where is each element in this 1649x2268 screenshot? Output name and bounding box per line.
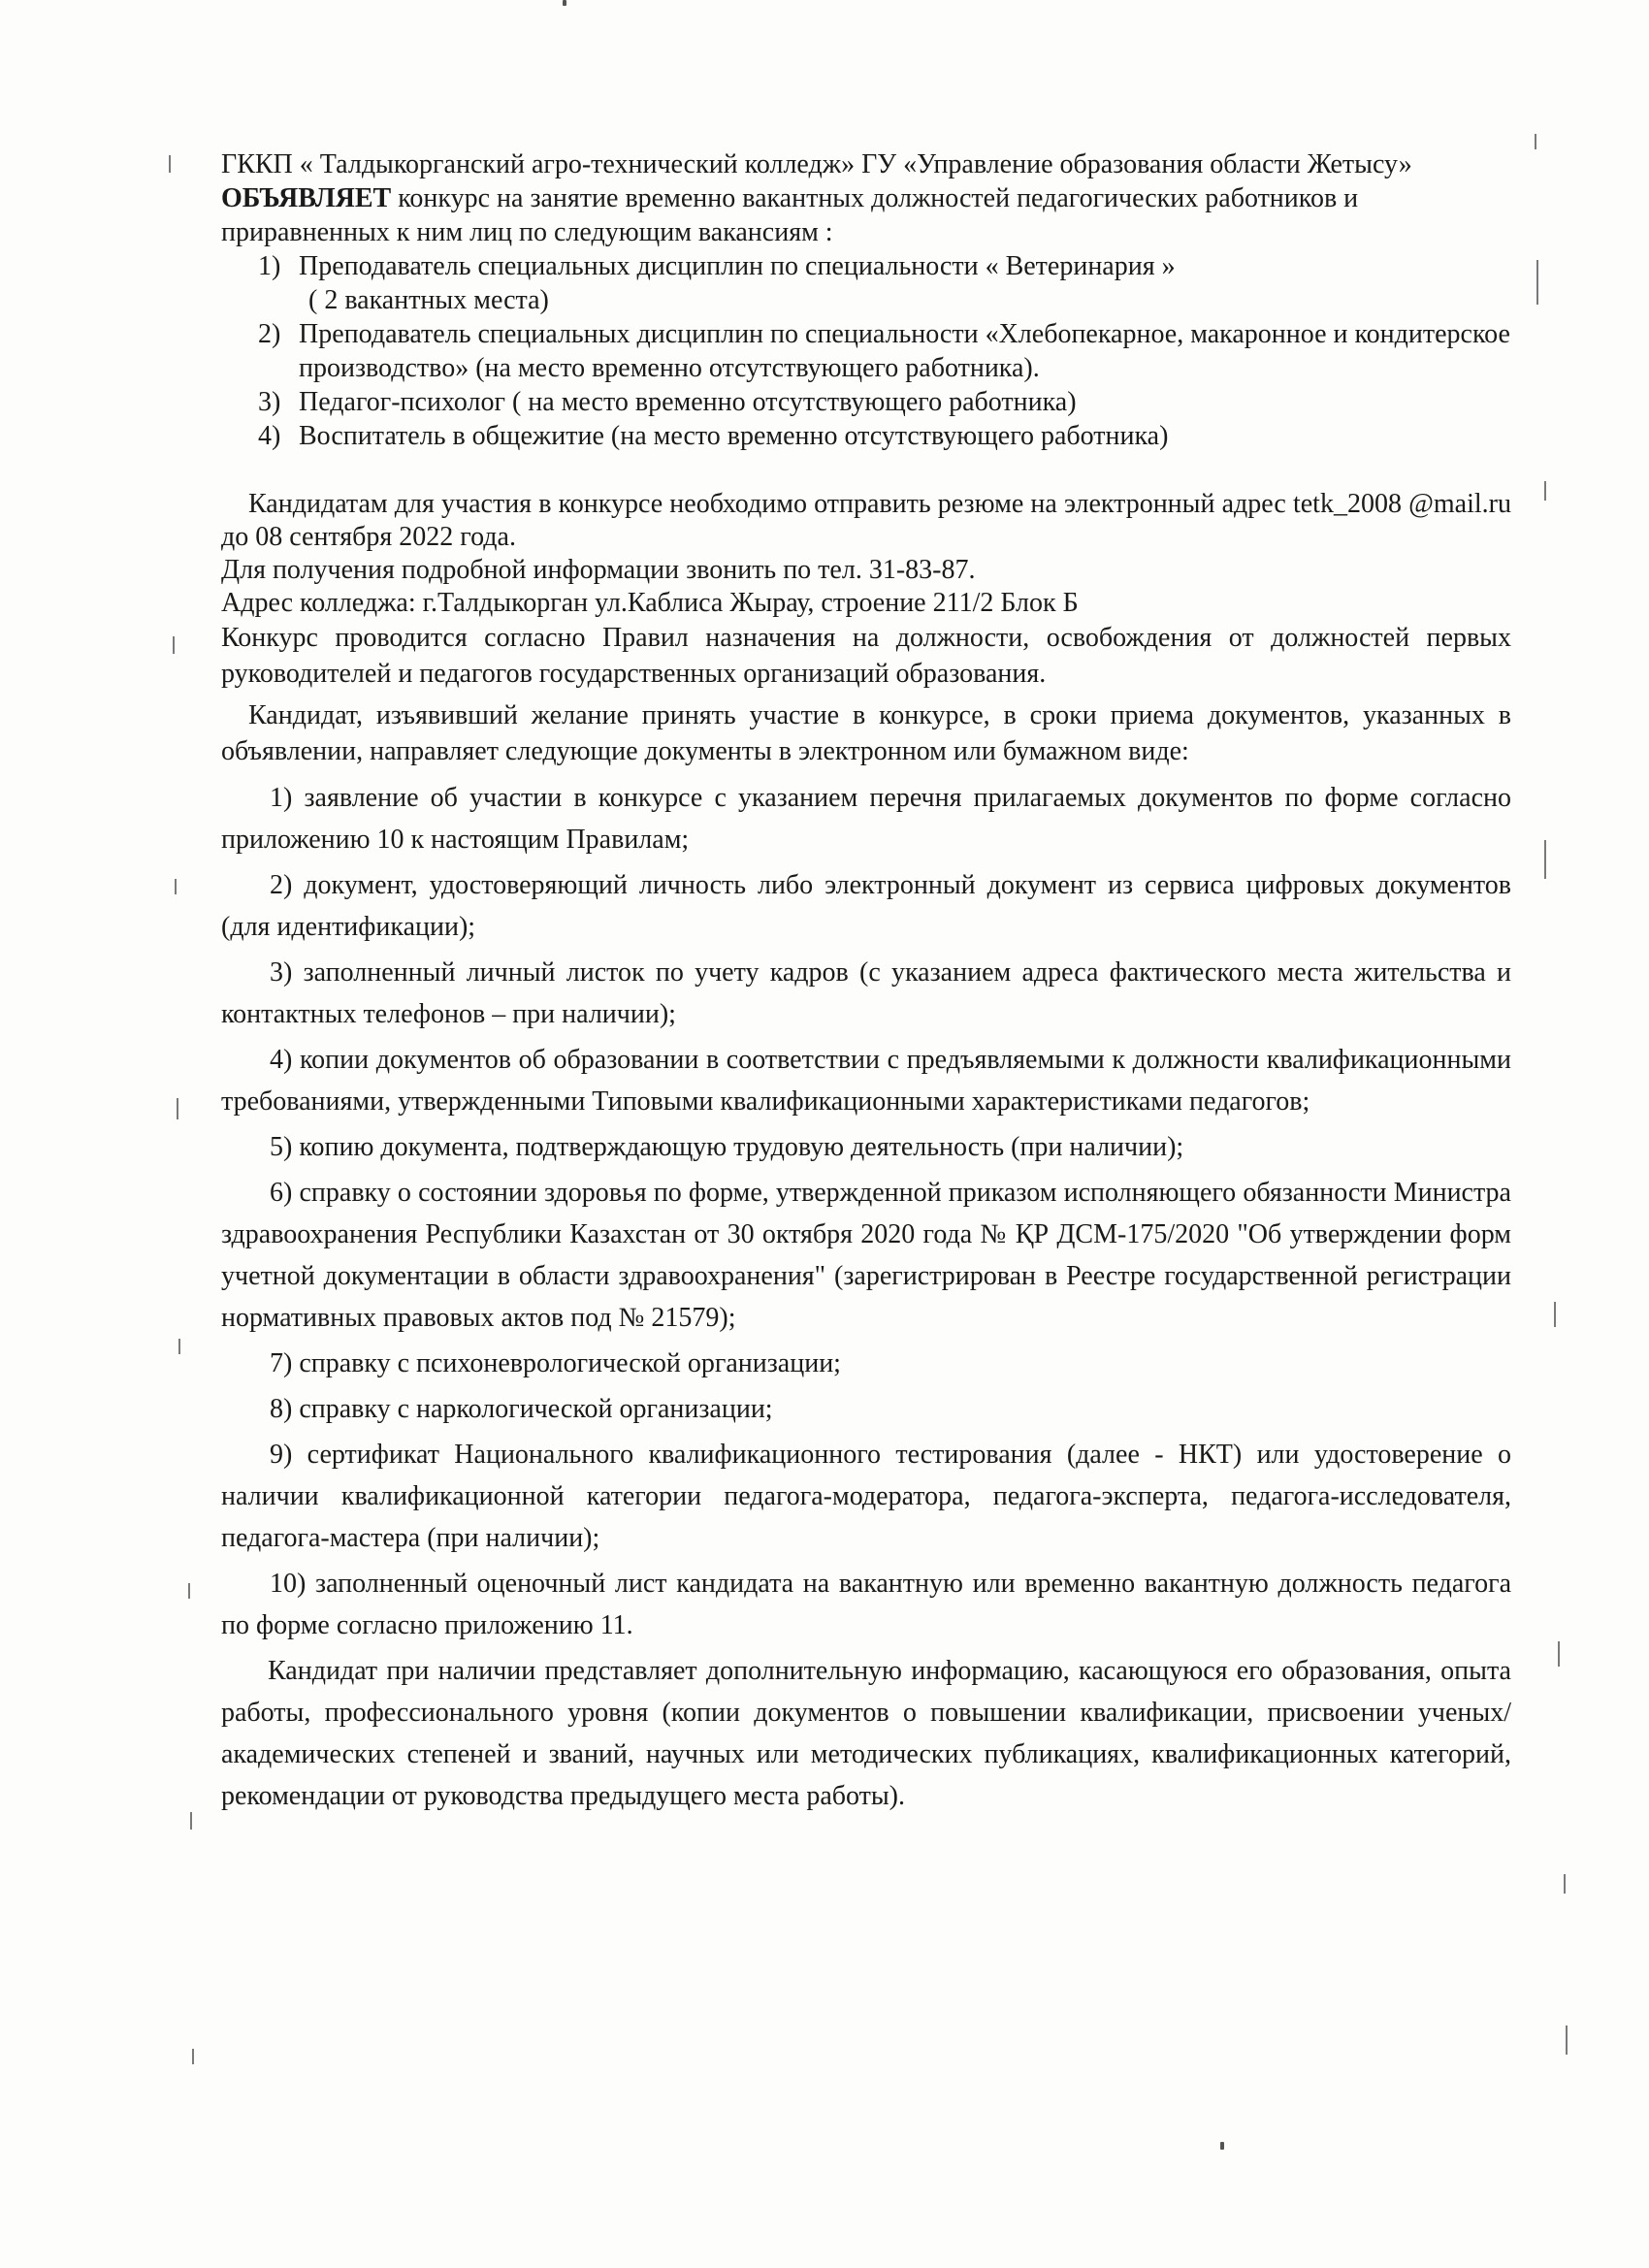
scan-dot	[1220, 2142, 1224, 2150]
vacancy-note: ( 2 вакантных места)	[308, 285, 549, 315]
vacancy-number: 2)	[258, 319, 281, 349]
scan-mark	[1566, 2025, 1568, 2055]
vacancy-item	[258, 249, 1511, 317]
document-body	[221, 147, 1511, 1817]
vacancy-text: Преподаватель специальных дисциплин по специальности «Хлебопекарное, макаронное и кондитерское производство» (на место временно отсутствующего работника).	[299, 319, 1510, 383]
vacancy-text: Воспитатель в общежитие (на место временно отсутствующего работника)	[299, 421, 1169, 451]
document-item: 6) справку о состоянии здоровья по форме, утвержденной приказом исполняющего обязанности Министра здравоохранения Республики Казахстан от 30 октября 2020 года № ҚР ДСМ-175/2020 "Об утверждении форм учетной документации в области здравоохранения" (зарегистрирован в Реестре государственной регистрации нормативных правовых актов под № 21579);	[221, 1178, 1511, 1333]
rules-paragraph: Конкурс проводится согласно Правил назначения на должности, освобождения от должностей первых руководителей и педагогов государственных организаций образования.	[221, 623, 1511, 689]
final-paragraph: Кандидат при наличии представляет дополнительную информацию, касающуюся его образования, опыта работы, профессионального уровня (копии документов о повышении квалификации, присвоении ученых/академических степеней и званий, научных или методических публикациях, квалификационных категорий, рекомендации от руководства предыдущего места работы).	[221, 1656, 1511, 1811]
intro-paragraph	[221, 147, 1511, 249]
scan-mark	[1544, 481, 1546, 501]
scan-mark	[175, 879, 177, 894]
document-item: 1) заявление об участии в конкурсе с указанием перечня прилагаемых документов по форме согласно приложению 10 к настоящим Правилам;	[221, 783, 1511, 855]
vacancy-number: 1)	[258, 251, 281, 281]
scan-dot	[563, 0, 566, 6]
intro-text: ГККП « Талдыкорганский агро-технический колледж» ГУ «Управление образования области Жетысу»	[221, 149, 1412, 179]
vacancy-text: Педагог-психолог ( на место временно отсутствующего работника)	[299, 387, 1077, 417]
announce-word: ОБЪЯВЛЯЕТ	[221, 183, 392, 213]
scan-mark	[1544, 840, 1546, 879]
documents-list	[221, 777, 1511, 1646]
scan-mark	[178, 1339, 180, 1354]
vacancy-list	[221, 249, 1511, 453]
phone-line: Для получения подробной информации звонить по тел. 31-83-87.	[221, 555, 976, 585]
vacancy-item	[258, 317, 1511, 385]
document-item: 9) сертификат Национального квалификационного тестирования (далее - НКТ) или удостоверение о наличии квалификационной категории педагога-модератора, педагога-эксперта, педагога-исследователя, педагога-мастера (при наличии);	[221, 1440, 1511, 1553]
document-item: 2) документ, удостоверяющий личность либо электронный документ из сервиса цифровых документов (для идентификации);	[221, 870, 1511, 942]
vacancy-item	[258, 385, 1511, 419]
resume-paragraph: Кандидатам для участия в конкурсе необходимо отправить резюме на электронный адрес tetk_2008 @mail.ru до 08 сентября 2022 года.	[221, 489, 1511, 552]
vacancy-number: 3)	[258, 387, 281, 417]
document-item: 4) копии документов об образовании в соответствии с предъявляемыми к должности квалификационными требованиями, утвержденными Типовыми квалификационными характеристиками педагогов;	[221, 1045, 1511, 1117]
vacancy-item	[258, 419, 1511, 453]
scan-mark	[1535, 134, 1536, 149]
scan-mark	[1558, 1641, 1560, 1667]
intro-text-cont: конкурс на занятие временно вакантных должностей педагогических работников и приравненных к ним лиц по следующим вакансиям :	[221, 183, 1359, 247]
document-item: 5) копию документа, подтверждающую трудовую деятельность (при наличии);	[270, 1132, 1184, 1162]
address-line: Адрес колледжа: г.Талдыкорган ул.Каблиса Жырау, строение 211/2 Блок Б	[221, 588, 1079, 618]
document-item: 3) заполненный личный листок по учету кадров (с указанием адреса фактического места жительства и контактных телефонов – при наличии);	[221, 957, 1511, 1029]
candidate-intro: Кандидат, изъявивший желание принять участие в конкурсе, в сроки приема документов, указанных в объявлении, направляет следующие документы в электронном или бумажном виде:	[221, 700, 1511, 766]
vacancy-number: 4)	[258, 421, 281, 451]
scan-mark	[188, 1583, 190, 1599]
scan-mark	[177, 1098, 178, 1119]
document-item: 7) справку с психоневрологической организации;	[270, 1348, 841, 1378]
scan-mark	[1554, 1302, 1556, 1327]
scan-mark	[169, 155, 171, 173]
scan-mark	[1536, 260, 1538, 305]
document-item: 8) справку с наркологической организации;	[270, 1394, 773, 1424]
document-item: 10) заполненный оценочный лист кандидата на вакантную или временно вакантную должность педагога по форме согласно приложению 11.	[221, 1569, 1511, 1640]
scan-mark	[192, 2049, 194, 2064]
scan-mark	[173, 636, 175, 654]
scan-mark	[1564, 1874, 1566, 1894]
scan-mark	[190, 1812, 192, 1830]
spacer	[221, 453, 1511, 488]
vacancy-text: Преподаватель специальных дисциплин по специальности « Ветеринария »	[299, 251, 1176, 281]
